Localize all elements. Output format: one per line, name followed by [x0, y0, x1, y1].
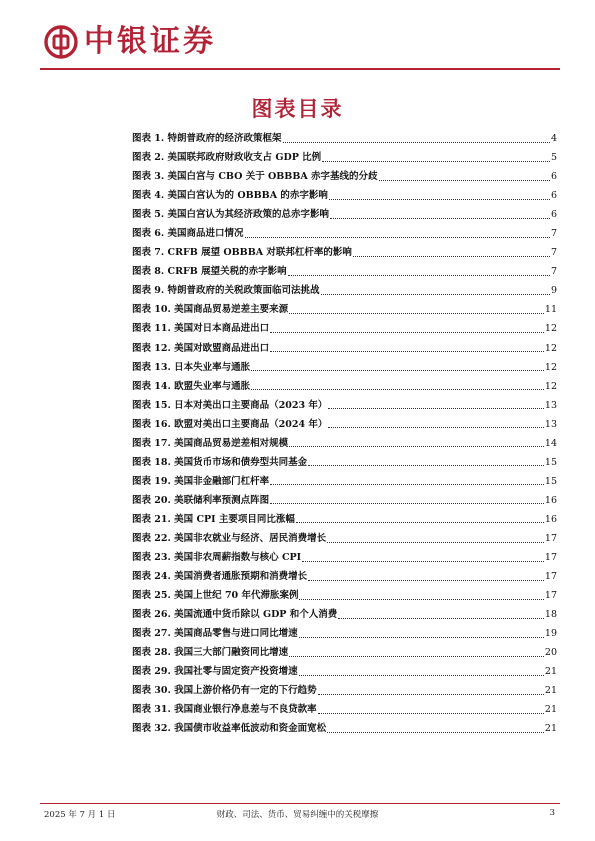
toc-leader-dots — [270, 483, 544, 485]
toc-entry[interactable] — [132, 281, 557, 300]
toc-entry-label: 图表 4. 美国白宫认为的 OBBBA 的赤字影响 — [132, 190, 328, 202]
toc-leader-dots — [299, 636, 544, 638]
header-divider — [40, 68, 560, 70]
toc-entry-page: 17 — [544, 590, 557, 602]
toc-entry-label: 图表 7. CRFB 展望 OBBBA 对联邦杠杆率的影响 — [132, 247, 352, 259]
toc-leader-dots — [318, 712, 544, 714]
toc-leader-dots — [308, 579, 544, 581]
footer-divider — [40, 803, 560, 804]
toc-entry-label: 图表 1. 特朗普政府的经济政策框架 — [132, 133, 282, 144]
toc-entry-page: 20 — [544, 647, 557, 659]
toc-leader-dots — [353, 255, 550, 257]
toc-entry-label: 图表 12. 美国对欧盟商品进出口 — [132, 342, 270, 354]
toc-entry-label: 图表 8. CRFB 展望关税的赤字影响 — [132, 266, 287, 278]
toc-entry[interactable] — [132, 491, 557, 510]
toc-entry-label: 图表 24. 美国消费者通胀预期和消费增长 — [132, 571, 308, 583]
toc-list — [132, 129, 557, 739]
toc-entry-label: 图表 18. 美国货币市场和债券型共同基金 — [132, 456, 308, 468]
toc-leader-dots — [251, 388, 544, 390]
toc-entry-page: 21 — [544, 685, 557, 697]
toc-entry-page: 21 — [544, 666, 557, 678]
toc-leader-dots — [289, 312, 544, 314]
toc-entry[interactable] — [132, 243, 557, 262]
toc-leader-dots — [328, 407, 544, 409]
toc-entry-label: 图表 20. 美联储利率预测点阵图 — [132, 494, 270, 506]
toc-entry[interactable] — [132, 167, 557, 186]
toc-entry-page: 21 — [544, 704, 557, 716]
toc-entry-page: 12 — [544, 361, 557, 373]
toc-leader-dots — [251, 369, 544, 371]
toc-entry[interactable] — [132, 510, 557, 529]
toc-entry[interactable] — [132, 434, 557, 453]
toc-entry-label: 图表 30. 我国上游价格仍有一定的下行趋势 — [132, 685, 317, 697]
toc-entry-page: 12 — [544, 380, 557, 392]
toc-entry-page: 9 — [550, 285, 557, 297]
toc-entry-page: 15 — [544, 456, 557, 468]
toc-leader-dots — [299, 674, 544, 676]
toc-leader-dots — [296, 521, 544, 523]
toc-entry[interactable] — [132, 224, 557, 243]
toc-entry-label: 图表 23. 美国非农周薪指数与核心 CPI — [132, 552, 302, 564]
toc-entry-page: 13 — [544, 399, 557, 411]
toc-leader-dots — [318, 693, 544, 695]
toc-leader-dots — [379, 179, 550, 181]
toc-entry-page: 16 — [544, 494, 557, 506]
toc-entry-label: 图表 11. 美国对日本商品进出口 — [132, 323, 270, 335]
toc-entry-page: 15 — [544, 475, 557, 487]
toc-leader-dots — [338, 617, 544, 619]
toc-entry-label: 图表 5. 美国白宫认为其经济政策的总赤字影响 — [132, 209, 330, 221]
toc-entry-label: 图表 3. 美国白宫与 CBO 关于 OBBBA 赤字基线的分歧 — [132, 171, 378, 183]
toc-leader-dots — [288, 274, 550, 276]
toc-leader-dots — [329, 198, 550, 200]
toc-entry-page: 19 — [544, 628, 557, 640]
toc-entry[interactable] — [132, 472, 557, 491]
toc-entry[interactable] — [132, 339, 557, 358]
toc-entry[interactable] — [132, 453, 557, 472]
toc-entry-page: 12 — [544, 342, 557, 354]
toc-entry-page: 13 — [544, 418, 557, 430]
toc-entry[interactable] — [132, 148, 557, 167]
toc-entry-page: 6 — [550, 209, 557, 221]
toc-entry-page: 14 — [544, 437, 557, 449]
toc-entry-page: 17 — [544, 532, 557, 544]
brand-name: 中银证券 — [84, 24, 216, 59]
toc-entry-page: 6 — [550, 190, 557, 202]
toc-entry-page: 4 — [550, 133, 557, 144]
toc-entry[interactable] — [132, 529, 557, 548]
toc-leader-dots — [328, 426, 544, 428]
toc-leader-dots — [321, 293, 550, 295]
toc-entry-label: 图表 26. 美国流通中货币除以 GDP 和个人消费 — [132, 609, 338, 621]
toc-entry[interactable] — [132, 396, 557, 415]
toc-entry-label: 图表 2. 美国联邦政府财政收支占 GDP 比例 — [132, 152, 322, 164]
toc-entry-label: 图表 16. 欧盟对美出口主要商品（2024 年） — [132, 418, 328, 430]
toc-leader-dots — [327, 541, 544, 543]
toc-entry-page: 18 — [544, 609, 557, 621]
toc-entry-page: 16 — [544, 513, 557, 525]
toc-entry-label: 图表 10. 美国商品贸易逆差主要来源 — [132, 304, 289, 316]
toc-leader-dots — [322, 160, 550, 162]
toc-entry-page: 7 — [550, 228, 557, 240]
toc-leader-dots — [283, 141, 550, 143]
toc-entry[interactable] — [132, 548, 557, 567]
toc-entry-label: 图表 31. 我国商业银行净息差与不良贷款率 — [132, 704, 317, 716]
toc-entry[interactable] — [132, 662, 557, 681]
toc-entry[interactable] — [132, 358, 557, 377]
toc-entry-label: 图表 21. 美国 CPI 主要项目同比涨幅 — [132, 513, 295, 525]
toc-leader-dots — [245, 236, 550, 238]
toc-leader-dots — [308, 464, 544, 466]
bank-of-china-logo-icon — [44, 25, 78, 59]
toc-entry-page: 7 — [550, 247, 557, 259]
toc-entry-label: 图表 27. 美国商品零售与进口同比增速 — [132, 628, 298, 640]
toc-leader-dots — [289, 445, 544, 447]
toc-leader-dots — [302, 560, 544, 562]
toc-entry-page: 6 — [550, 171, 557, 183]
toc-title: 图表目录 — [251, 96, 344, 121]
toc-entry-page: 5 — [550, 152, 557, 164]
toc-entry-label: 图表 17. 美国商品贸易逆差相对规模 — [132, 437, 289, 449]
footer-date: 2025 年 7 月 1 日 — [44, 810, 116, 820]
toc-entry-label: 图表 29. 我国社零与固定资产投资增速 — [132, 666, 298, 678]
toc-leader-dots — [270, 350, 544, 352]
toc-entry-label: 图表 19. 美国非金融部门杠杆率 — [132, 475, 270, 487]
toc-entry-label: 图表 13. 日本失业率与通胀 — [132, 361, 251, 373]
footer-report-title: 财政、司法、货币、贸易纠缠中的关税摩擦 — [216, 810, 379, 820]
toc-entry[interactable] — [132, 643, 557, 662]
toc-entry[interactable] — [132, 186, 557, 205]
toc-entry-label: 图表 15. 日本对美出口主要商品（2023 年） — [132, 399, 328, 411]
toc-entry-label: 图表 6. 美国商品进口情况 — [132, 228, 244, 240]
toc-entry-label: 图表 14. 欧盟失业率与通胀 — [132, 380, 251, 392]
brand-logo — [44, 24, 216, 60]
toc-entry-page: 12 — [544, 323, 557, 335]
toc-entry-page: 21 — [544, 723, 557, 735]
toc-entry[interactable] — [132, 205, 557, 224]
toc-leader-dots — [289, 655, 544, 657]
toc-entry-label: 图表 32. 我国债市收益率低波动和资金面宽松 — [132, 723, 327, 735]
toc-entry-page: 11 — [544, 304, 557, 316]
toc-entry[interactable] — [132, 300, 557, 319]
toc-entry[interactable] — [132, 262, 557, 281]
toc-entry[interactable] — [132, 377, 557, 396]
toc-entry[interactable] — [132, 319, 557, 338]
toc-leader-dots — [270, 331, 544, 333]
toc-entry[interactable] — [132, 605, 557, 624]
toc-entry-page: 17 — [544, 571, 557, 583]
toc-entry-page: 7 — [550, 266, 557, 278]
toc-entry-label: 图表 9. 特朗普政府的关税政策面临司法挑战 — [132, 285, 320, 297]
toc-entry[interactable] — [132, 719, 557, 738]
footer-page-number: 3 — [549, 808, 555, 818]
toc-leader-dots — [327, 731, 544, 733]
toc-leader-dots — [270, 502, 544, 504]
toc-leader-dots — [299, 598, 543, 600]
toc-entry-label: 图表 25. 美国上世纪 70 年代滞胀案例 — [132, 590, 299, 602]
toc-entry-page: 17 — [544, 552, 557, 564]
toc-entry[interactable] — [132, 567, 557, 586]
toc-entry-label: 图表 28. 我国三大部门融资同比增速 — [132, 647, 289, 659]
toc-entry-label: 图表 22. 美国非农就业与经济、居民消费增长 — [132, 532, 327, 544]
toc-leader-dots — [330, 217, 550, 219]
toc-entry[interactable] — [132, 700, 557, 719]
toc-entry[interactable] — [132, 586, 557, 605]
toc-entry[interactable] — [132, 129, 557, 148]
toc-entry[interactable] — [132, 681, 557, 700]
toc-entry[interactable] — [132, 415, 557, 434]
toc-entry[interactable] — [132, 624, 557, 643]
